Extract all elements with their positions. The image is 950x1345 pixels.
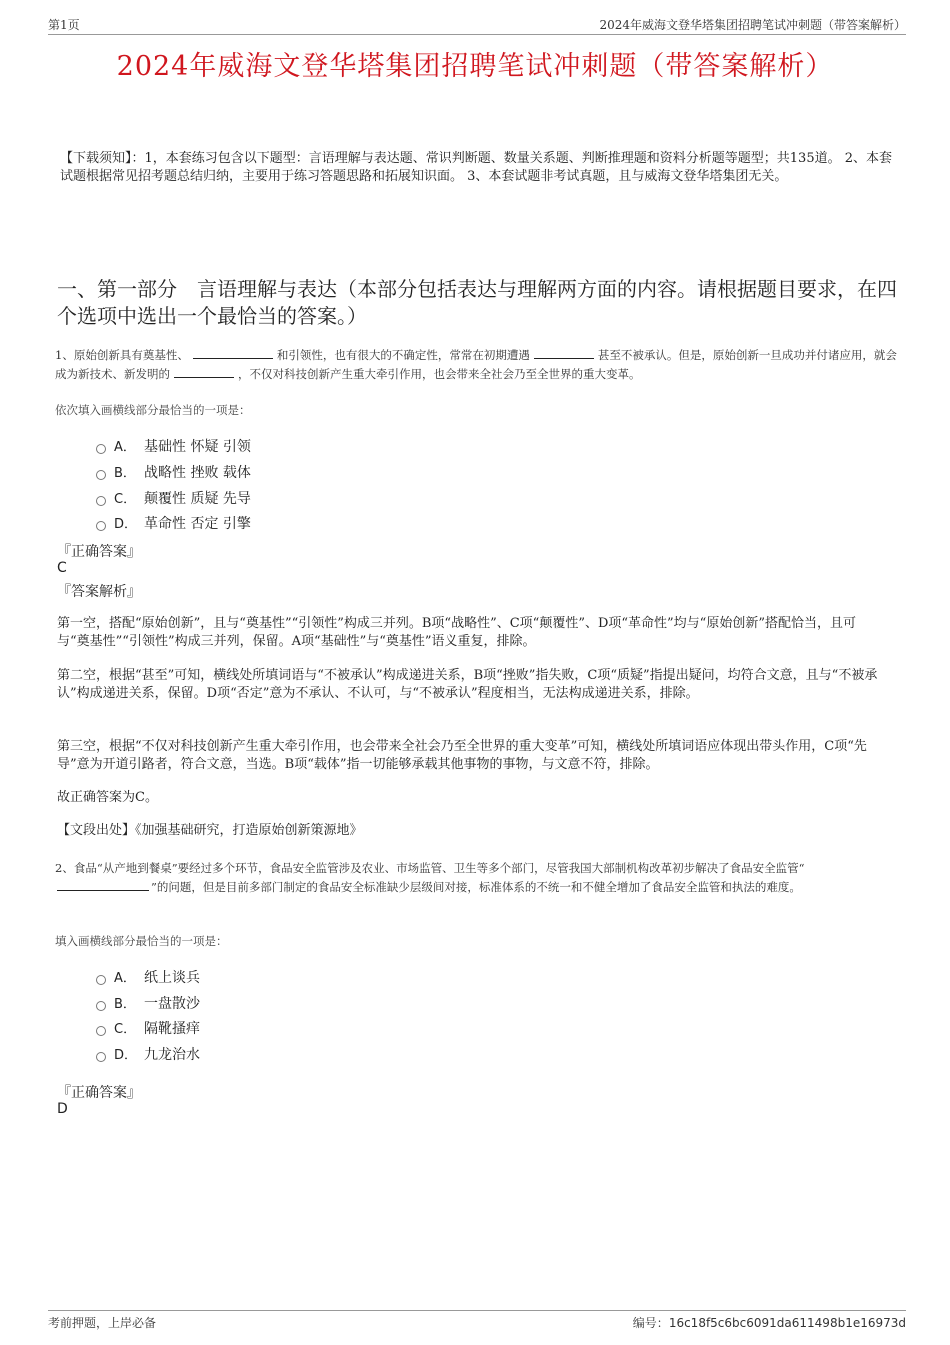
page-number: 第1页 (48, 18, 80, 32)
blank-1 (57, 878, 149, 891)
question-1-option-a[interactable]: A． 基础性 怀疑 引领 (96, 436, 251, 456)
radio-icon[interactable] (96, 1026, 106, 1036)
radio-icon[interactable] (96, 1001, 106, 1011)
footer-divider (48, 1310, 906, 1311)
radio-icon[interactable] (96, 444, 106, 454)
question-2-option-a[interactable]: A． 纸上谈兵 (96, 967, 200, 987)
question-1-analysis-label: 『答案解析』 (57, 584, 141, 600)
question-1-option-c[interactable]: C． 颠覆性 质疑 先导 (96, 488, 251, 508)
question-2-answer: D (57, 1101, 68, 1117)
question-1-stem: 1、原始创新具有奠基性、 和引领性，也有很大的不确定性，常常在初期遭遇 甚至不被承认。但是，原始创新一旦成功并付诸应用，就会成为新技术、新发明的 ，不仅对科技创新产生重大牵引作用，也会带来全社会乃至全世界的重大变革。 (55, 348, 897, 381)
analysis-paragraph: 第二空，根据“甚至”可知，横线处所填词语与“不被承认”构成递进关系，B项“挫败”指失败，C项“质疑”指提出疑问，均符合文意，且与“不被承认”构成递进关系，保留。D项“否定”意为不承认、不认可，与“不被承认”程度相当，无法构成递进关系，排除。 (57, 668, 878, 701)
radio-icon[interactable] (96, 496, 106, 506)
analysis-paragraph: 第三空，根据“不仅对科技创新产生重大牵引作用，也会带来全社会乃至全世界的重大变革”可知，横线处所填词语应体现出带头作用，C项“先导”意为开道引路者，符合文意，当选。B项“载体”指一切能够承载其他事物的事物，与文意不符，排除。 (57, 739, 867, 772)
radio-icon[interactable] (96, 975, 106, 985)
radio-icon[interactable] (96, 470, 106, 480)
question-1-answer: C (57, 560, 67, 576)
question-2-stem: 2、食品“从产地到餐桌”要经过多个环节，食品安全监管涉及农业、市场监管、卫生等多个部门，尽管我国大部制机构改革初步解决了食品安全监管“”的问题，但是目前多部门制定的食品安全标准缺少层级间对接，标准体系的不统一和不健全增加了食品安全监管和执法的难度。 (55, 861, 805, 894)
radio-icon[interactable] (96, 1052, 106, 1062)
analysis-source: 【文段出处】《加强基础研究，打造原始创新策源地》 (57, 823, 363, 838)
question-2-prompt: 填入画横线部分最恰当的一项是： (55, 934, 228, 948)
question-2-option-d[interactable]: D． 九龙治水 (96, 1044, 200, 1064)
footer-slogan: 考前押题，上岸必备 (48, 1316, 157, 1330)
download-notice: 【下载须知】：1，本套练习包含以下题型：言语理解与表达题、常识判断题、数量关系题、判断推理题和资料分析题等题型；共135道。 2、本套试题根据常见招考题总结归纳，主要用于练习答题思路和拓展知识面。 3、本套试题非考试真题，且与威海文登华塔集团无关。 (60, 151, 892, 184)
question-1-option-d[interactable]: D． 革命性 否定 引擎 (96, 513, 251, 533)
header-doc-title: 2024年威海文登华塔集团招聘笔试冲刺题（带答案解析） (599, 18, 906, 32)
blank-2 (534, 346, 594, 359)
question-2-option-c[interactable]: C． 隔靴搔痒 (96, 1018, 200, 1038)
blank-3 (174, 365, 234, 378)
radio-icon[interactable] (96, 521, 106, 531)
question-1-prompt: 依次填入画横线部分最恰当的一项是： (55, 403, 251, 417)
analysis-paragraph: 第一空，搭配“原始创新”，且与“奠基性”“引领性”构成三并列。B项“战略性”、C项“颠覆性”、D项“革命性”均与“原始创新”搭配恰当，且可与“奠基性”“引领性”构成三并列，保留。A项“基础性”与“奠基性”语义重复，排除。 (57, 616, 856, 649)
question-2-answer-label: 『正确答案』 (57, 1085, 141, 1101)
header-divider (48, 34, 906, 35)
analysis-conclusion: 故正确答案为C。 (57, 790, 158, 805)
question-1-answer-label: 『正确答案』 (57, 544, 141, 560)
page-title: 2024年威海文登华塔集团招聘笔试冲刺题（带答案解析） (116, 51, 834, 82)
section-heading: 一、第一部分 言语理解与表达（本部分包括表达与理解两方面的内容。请根据题目要求，在四个选项中选出一个最恰当的答案。） (57, 277, 897, 328)
footer-code: 编号：16c18f5c6bc6091da611498b1e16973d (632, 1316, 906, 1330)
blank-1 (193, 346, 273, 359)
question-1-option-b[interactable]: B． 战略性 挫败 载体 (96, 462, 251, 482)
question-2-option-b[interactable]: B． 一盘散沙 (96, 993, 200, 1013)
